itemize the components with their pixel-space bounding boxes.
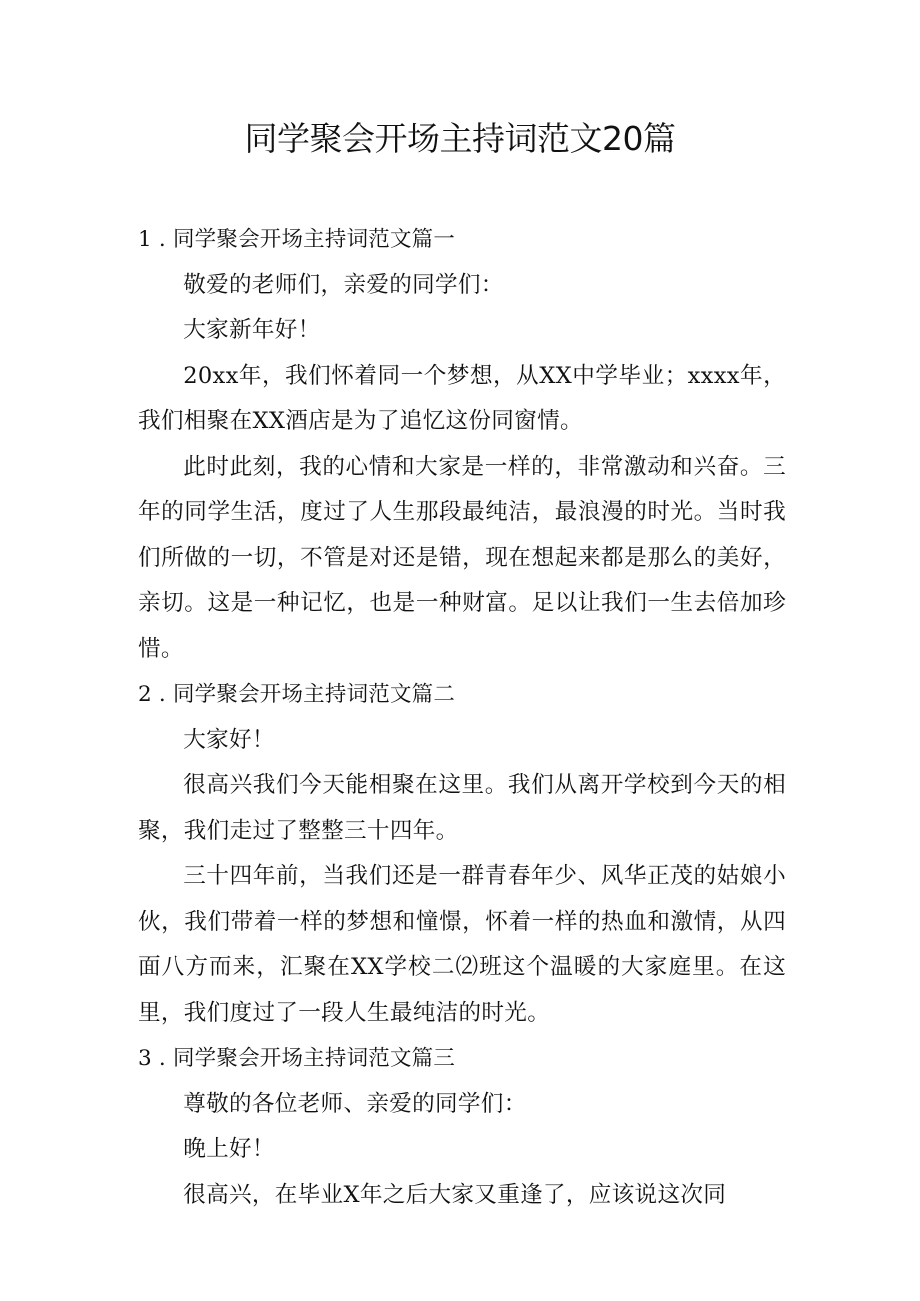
paragraph: 大家新年好！ bbox=[183, 317, 321, 343]
paragraph: 20xx年，我们怀着同一个梦想，从XX中学毕业；xxxx年，我们相聚在XX酒店是为了追忆这份同窗情。 bbox=[138, 362, 786, 434]
paragraph: 敬爱的老师们，亲爱的同学们： bbox=[183, 271, 504, 298]
paragraph: 很高兴，在毕业X年之后大家又重逢了，应该说这次同 bbox=[183, 1181, 727, 1208]
section-heading: 1 . 同学聚会开场主持词范文篇一 bbox=[138, 227, 456, 252]
paragraph: 三十四年前，当我们还是一群青春年少、风华正茂的姑娘小伙，我们带着一样的梦想和憧憬，怀着一样的热血和激情，从四面八方而来，汇聚在XX学校二⑵班这个温暖的大家庭里。在这里，我们度过了一段人生最纯洁的时光。 bbox=[138, 863, 786, 1026]
document-body bbox=[138, 217, 786, 1218]
paragraph: 很高兴我们今天能相聚在这里。我们从离开学校到今天的相聚，我们走过了整整三十四年。 bbox=[138, 772, 786, 844]
paragraph: 晚上好！ bbox=[183, 1136, 275, 1162]
paragraph: 此时此刻，我的心情和大家是一样的，非常激动和兴奋。三年的同学生活，度过了人生那段最纯洁，最浪漫的时光。当时我们所做的一切，不管是对还是错，现在想起来都是那么的美好，亲切。这是一种记忆，也是一种财富。足以让我们一生去倍加珍惜。 bbox=[138, 453, 786, 662]
paragraph: 尊敬的各位老师、亲爱的同学们： bbox=[183, 1090, 527, 1117]
section-heading: 2 . 同学聚会开场主持词范文篇二 bbox=[138, 682, 456, 707]
document-title: 同学聚会开场主持词范文20篇 bbox=[244, 119, 676, 158]
section-3 bbox=[138, 1036, 786, 1218]
section-heading: 3 . 同学聚会开场主持词范文篇三 bbox=[138, 1046, 456, 1071]
section-1 bbox=[138, 217, 786, 672]
paragraph: 大家好！ bbox=[183, 726, 275, 753]
section-2 bbox=[138, 672, 786, 1036]
